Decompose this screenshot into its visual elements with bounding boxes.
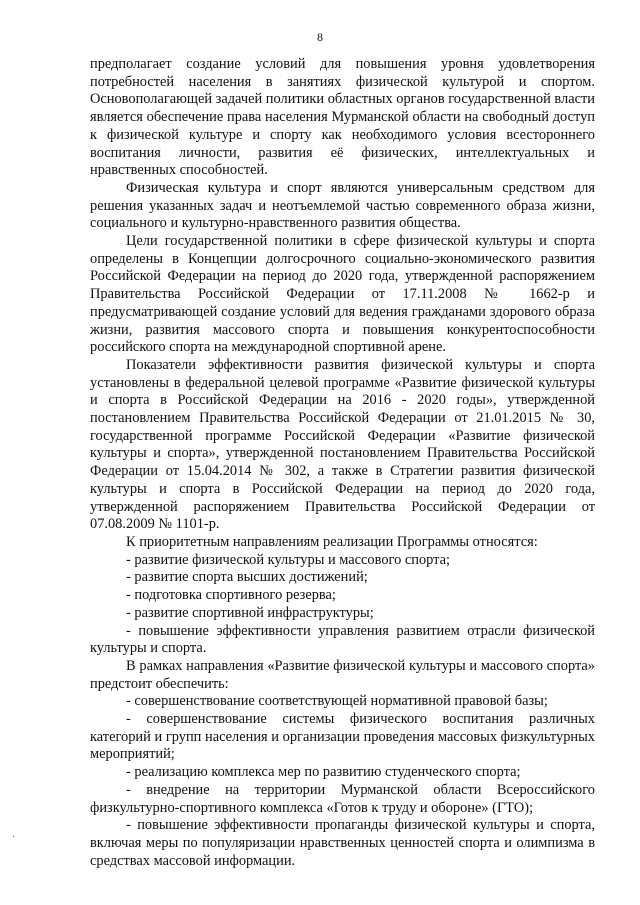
list-item: - подготовка спортивного резерва; [126,587,336,604]
document-body [90,56,595,870]
paragraph: Физическая культура и спорт являются универсальным средством для решения указанных задач и неотъемлемой частью современного образа жизни, социального и культурно-нравственного развития общества. [90,179,595,232]
paragraph: В рамках направления «Развитие физической культуры и массового спорта» предстоит обеспечить: [90,657,595,692]
list-item: - развитие физической культуры и массового спорта; [126,551,450,568]
paragraph: Показатели эффективности развития физической культуры и спорта установлены в федеральной целевой программе «Развитие физической культуры и спорта в Российской Федерации на 2016 - 2020 годы», утвержденной постановлением Правительства Российской Федерации от 21.01.2015 № 30, государственной программе Российской Федерации «Развитие физической культуры и спорта», утвержденной постановлением Правительства Российской Федерации от 15.04.2014 № 302, а также в Стратегии развития физической культуры и спорта в Российской Федерации на период до 2020 года, утвержденной распоряжением Правительства Российской Федерации от 07.08.2009 № 1101-р. [90,356,595,533]
page-number: 8 [317,30,323,44]
list-item: - повышение эффективности пропаганды физической культуры и спорта, включая меры по популяризации нравственных ценностей спорта и олимпизма в средствах массовой информации. [90,817,595,869]
list-item: - совершенствование системы физического воспитания различных категорий и групп населения и организации проведения массовых физкультурных мероприятий; [90,711,595,763]
paragraph: предполагает создание условий для повышения уровня удовлетворения потребностей населения в занятиях физической культурой и спортом. Основополагающей задачей политики областных органов государственной власти является обеспечение права населения Мурманской области на свободный доступ к физической культуре и спорту как необходимого условия всестороннего воспитания личности, развития её физических, интеллектуальных и нравственных способностей. [90,56,595,179]
paragraph: К приоритетным направлениям реализации Программы относятся: [126,533,538,550]
paragraph: Цели государственной политики в сфере физической культуры и спорта определены в Концепции долгосрочного социально-экономического развития Российской Федерации на период до 2020 года, утвержденной распоряжением Правительства Российской Федерации от 17.11.2008 № 1662-р и предусматривающей создание условий для ведения гражданами здорового образа жизни, развития массового спорта и повышения конкурентоспособности российского спорта на международной спортивной арене. [90,233,595,356]
list-item: - повышение эффективности управления развитием отрасли физической культуры и спорта. [90,622,595,657]
list-item: - внедрение на территории Мурманской области Всероссийского физкультурно-спортивного комплекса «Готов к труду и обороне» (ГТО); [90,781,595,816]
list-item: - развитие спортивной инфраструктуры; [126,604,374,621]
list-item: - развитие спорта высших достижений; [126,569,368,586]
list-item: - реализацию комплекса мер по развитию студенческого спорта; [126,764,521,781]
list-item: - совершенствование соответствующей нормативной правовой базы; [126,693,548,710]
margin-mark: · [12,832,16,843]
